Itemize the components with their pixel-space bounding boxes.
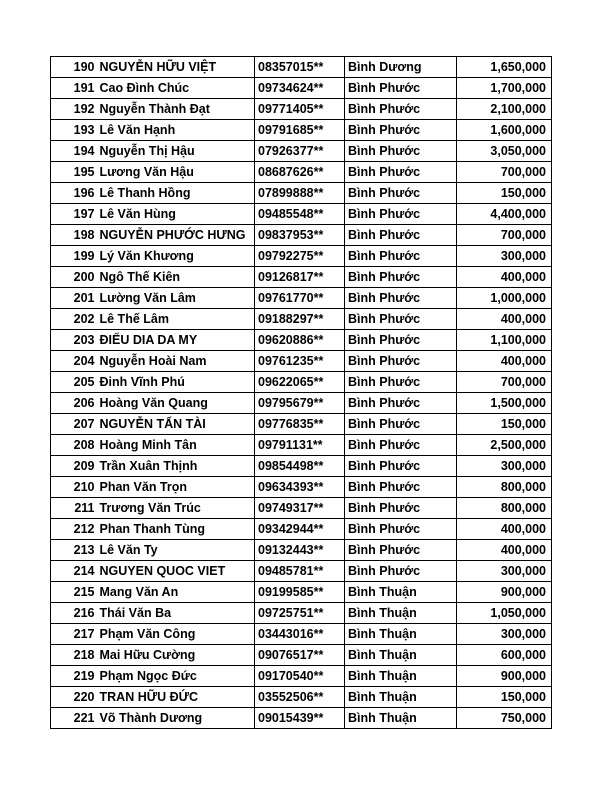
amount: 900,000 [457, 666, 552, 687]
table-row [51, 162, 552, 183]
province: Bình Thuận [345, 666, 457, 687]
phone-number: 09199585** [255, 582, 345, 603]
donor-name: Lương Văn Hậu [97, 162, 255, 183]
phone-number: 09485548** [255, 204, 345, 225]
row-number: 194 [51, 141, 97, 162]
table-row [51, 183, 552, 204]
amount: 4,400,000 [457, 204, 552, 225]
amount: 750,000 [457, 708, 552, 729]
row-number: 221 [51, 708, 97, 729]
donor-name: Trần Xuân Thịnh [97, 456, 255, 477]
table-row [51, 120, 552, 141]
province: Bình Phước [345, 393, 457, 414]
table-row [51, 309, 552, 330]
table-row [51, 666, 552, 687]
province: Bình Phước [345, 78, 457, 99]
phone-number: 09854498** [255, 456, 345, 477]
province: Bình Phước [345, 288, 457, 309]
table-row [51, 351, 552, 372]
phone-number: 09792275** [255, 246, 345, 267]
donor-name: Lường Văn Lâm [97, 288, 255, 309]
phone-number: 09771405** [255, 99, 345, 120]
row-number: 220 [51, 687, 97, 708]
amount: 300,000 [457, 561, 552, 582]
province: Bình Phước [345, 225, 457, 246]
donor-name: TRAN HỮU ĐỨC [97, 687, 255, 708]
donor-name: Nguyễn Thị Hậu [97, 141, 255, 162]
province: Bình Phước [345, 351, 457, 372]
row-number: 199 [51, 246, 97, 267]
row-number: 216 [51, 603, 97, 624]
row-number: 201 [51, 288, 97, 309]
phone-number: 09170540** [255, 666, 345, 687]
row-number: 212 [51, 519, 97, 540]
table-row [51, 393, 552, 414]
province: Bình Thuận [345, 582, 457, 603]
phone-number: 09634393** [255, 477, 345, 498]
amount: 150,000 [457, 414, 552, 435]
donor-name: Lý Văn Khương [97, 246, 255, 267]
table-row [51, 99, 552, 120]
donor-name: Phạm Văn Công [97, 624, 255, 645]
amount: 400,000 [457, 519, 552, 540]
province: Bình Phước [345, 435, 457, 456]
table-row [51, 687, 552, 708]
province: Bình Phước [345, 183, 457, 204]
amount: 700,000 [457, 225, 552, 246]
phone-number: 09015439** [255, 708, 345, 729]
donor-name: Lê Văn Hùng [97, 204, 255, 225]
table-row [51, 204, 552, 225]
row-number: 207 [51, 414, 97, 435]
row-number: 192 [51, 99, 97, 120]
province: Bình Thuận [345, 603, 457, 624]
amount: 1,000,000 [457, 288, 552, 309]
amount: 700,000 [457, 372, 552, 393]
amount: 400,000 [457, 351, 552, 372]
phone-number: 07926377** [255, 141, 345, 162]
row-number: 205 [51, 372, 97, 393]
amount: 150,000 [457, 687, 552, 708]
row-number: 214 [51, 561, 97, 582]
province: Bình Phước [345, 267, 457, 288]
amount: 1,600,000 [457, 120, 552, 141]
row-number: 219 [51, 666, 97, 687]
province: Bình Phước [345, 120, 457, 141]
table-row [51, 456, 552, 477]
donor-name: Thái Văn Ba [97, 603, 255, 624]
donor-name: NGUYỄN PHƯỚC HƯNG [97, 225, 255, 246]
donor-name: Mai Hữu Cường [97, 645, 255, 666]
row-number: 195 [51, 162, 97, 183]
donor-name: Lê Văn Hạnh [97, 120, 255, 141]
phone-number: 09725751** [255, 603, 345, 624]
province: Bình Thuận [345, 624, 457, 645]
phone-number: 09076517** [255, 645, 345, 666]
row-number: 215 [51, 582, 97, 603]
phone-number: 03443016** [255, 624, 345, 645]
table-row [51, 225, 552, 246]
amount: 1,100,000 [457, 330, 552, 351]
phone-number: 09776835** [255, 414, 345, 435]
amount: 1,050,000 [457, 603, 552, 624]
province: Bình Phước [345, 309, 457, 330]
row-number: 218 [51, 645, 97, 666]
donor-name: Lê Thanh Hồng [97, 183, 255, 204]
table-row [51, 141, 552, 162]
table-row [51, 645, 552, 666]
phone-number: 09188297** [255, 309, 345, 330]
province: Bình Phước [345, 204, 457, 225]
phone-number: 09761235** [255, 351, 345, 372]
donor-name: Phan Thanh Tùng [97, 519, 255, 540]
table-row [51, 561, 552, 582]
province: Bình Phước [345, 456, 457, 477]
amount: 3,050,000 [457, 141, 552, 162]
row-number: 203 [51, 330, 97, 351]
amount: 400,000 [457, 540, 552, 561]
province: Bình Phước [345, 540, 457, 561]
amount: 800,000 [457, 477, 552, 498]
row-number: 213 [51, 540, 97, 561]
donor-name: Trương Văn Trúc [97, 498, 255, 519]
phone-number: 09791131** [255, 435, 345, 456]
province: Bình Phước [345, 99, 457, 120]
province: Bình Phước [345, 519, 457, 540]
donor-name: Hoàng Minh Tân [97, 435, 255, 456]
row-number: 198 [51, 225, 97, 246]
province: Bình Phước [345, 498, 457, 519]
amount: 2,100,000 [457, 99, 552, 120]
table-row [51, 708, 552, 729]
donor-name: Võ Thành Dương [97, 708, 255, 729]
phone-number: 09795679** [255, 393, 345, 414]
table-row [51, 540, 552, 561]
donor-name: NGUYỄN HỮU VIỆT [97, 57, 255, 78]
phone-number: 09837953** [255, 225, 345, 246]
donor-name: Ngô Thế Kiên [97, 267, 255, 288]
province: Bình Phước [345, 477, 457, 498]
amount: 1,650,000 [457, 57, 552, 78]
phone-number: 09620886** [255, 330, 345, 351]
phone-number: 09342944** [255, 519, 345, 540]
row-number: 208 [51, 435, 97, 456]
phone-number: 09734624** [255, 78, 345, 99]
amount: 150,000 [457, 183, 552, 204]
donor-name: Phan Văn Trọn [97, 477, 255, 498]
row-number: 206 [51, 393, 97, 414]
table-row [51, 603, 552, 624]
row-number: 202 [51, 309, 97, 330]
table-row [51, 414, 552, 435]
row-number: 217 [51, 624, 97, 645]
phone-number: 09622065** [255, 372, 345, 393]
row-number: 190 [51, 57, 97, 78]
row-number: 196 [51, 183, 97, 204]
donor-name: NGUYỄN TẤN TÀI [97, 414, 255, 435]
province: Bình Phước [345, 141, 457, 162]
amount: 400,000 [457, 267, 552, 288]
row-number: 211 [51, 498, 97, 519]
phone-number: 09126817** [255, 267, 345, 288]
table-row [51, 582, 552, 603]
row-number: 193 [51, 120, 97, 141]
phone-number: 09132443** [255, 540, 345, 561]
amount: 300,000 [457, 624, 552, 645]
amount: 700,000 [457, 162, 552, 183]
province: Bình Phước [345, 561, 457, 582]
phone-number: 03552506** [255, 687, 345, 708]
row-number: 204 [51, 351, 97, 372]
row-number: 210 [51, 477, 97, 498]
phone-number: 09749317** [255, 498, 345, 519]
table-row [51, 435, 552, 456]
phone-number: 09485781** [255, 561, 345, 582]
donor-table [50, 56, 552, 729]
phone-number: 09761770** [255, 288, 345, 309]
table-row [51, 288, 552, 309]
donor-name: Lê Văn Ty [97, 540, 255, 561]
province: Bình Phước [345, 330, 457, 351]
province: Bình Thuận [345, 645, 457, 666]
table-row [51, 267, 552, 288]
donor-name: NGUYEN QUOC VIET [97, 561, 255, 582]
province: Bình Phước [345, 162, 457, 183]
donor-name: ĐIỂU DIA DA MY [97, 330, 255, 351]
phone-number: 07899888** [255, 183, 345, 204]
amount: 1,500,000 [457, 393, 552, 414]
phone-number: 09791685** [255, 120, 345, 141]
province: Bình Phước [345, 372, 457, 393]
table-row [51, 519, 552, 540]
donor-name: Mang Văn An [97, 582, 255, 603]
amount: 300,000 [457, 456, 552, 477]
donor-name: Phạm Ngọc Đức [97, 666, 255, 687]
donor-name: Nguyễn Thành Đạt [97, 99, 255, 120]
table-row [51, 477, 552, 498]
row-number: 200 [51, 267, 97, 288]
row-number: 197 [51, 204, 97, 225]
row-number: 191 [51, 78, 97, 99]
donor-name: Đinh Vĩnh Phú [97, 372, 255, 393]
province: Bình Phước [345, 414, 457, 435]
phone-number: 08357015** [255, 57, 345, 78]
table-row [51, 372, 552, 393]
table-row [51, 498, 552, 519]
table-row [51, 246, 552, 267]
amount: 2,500,000 [457, 435, 552, 456]
donor-name: Cao Đình Chúc [97, 78, 255, 99]
donor-name: Nguyễn Hoài Nam [97, 351, 255, 372]
table-row [51, 78, 552, 99]
donor-name: Lê Thế Lâm [97, 309, 255, 330]
amount: 400,000 [457, 309, 552, 330]
amount: 600,000 [457, 645, 552, 666]
donor-name: Hoàng Văn Quang [97, 393, 255, 414]
province: Bình Phước [345, 246, 457, 267]
province: Bình Thuận [345, 687, 457, 708]
table-row [51, 624, 552, 645]
province: Bình Dương [345, 57, 457, 78]
table-row [51, 57, 552, 78]
amount: 800,000 [457, 498, 552, 519]
amount: 900,000 [457, 582, 552, 603]
province: Bình Thuận [345, 708, 457, 729]
amount: 300,000 [457, 246, 552, 267]
table-row [51, 330, 552, 351]
amount: 1,700,000 [457, 78, 552, 99]
phone-number: 08687626** [255, 162, 345, 183]
donor-table-body [51, 57, 552, 729]
row-number: 209 [51, 456, 97, 477]
